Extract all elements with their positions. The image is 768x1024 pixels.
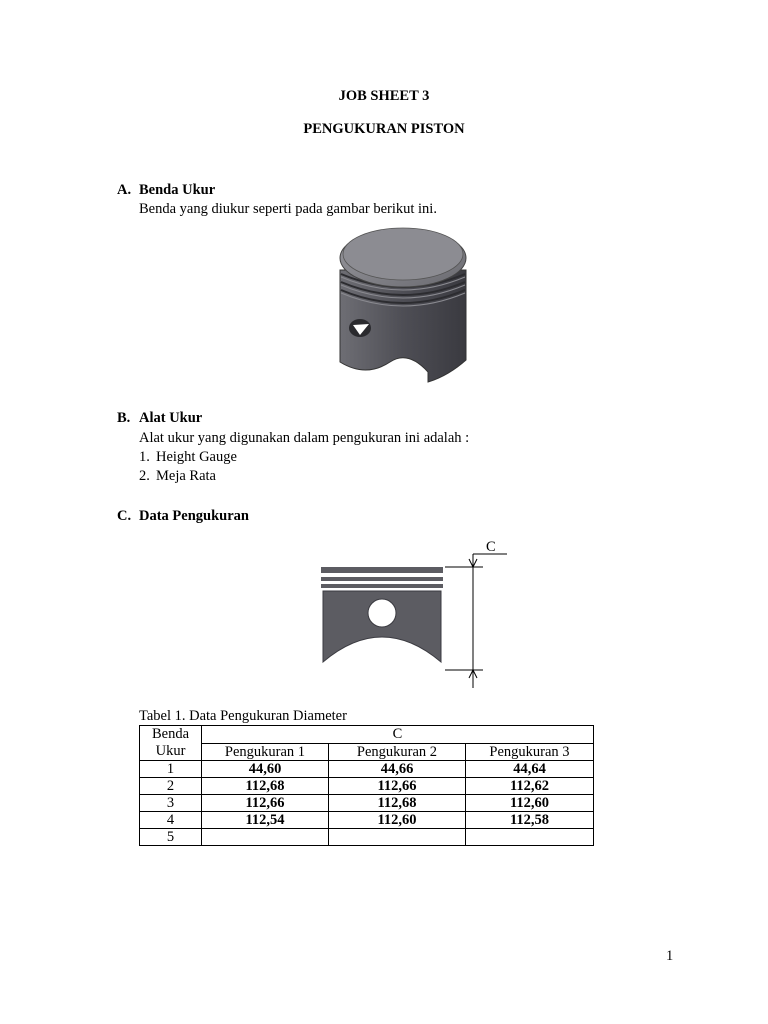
table-row	[140, 812, 594, 829]
table-cell: 112,68	[202, 778, 329, 795]
row-id: 5	[140, 829, 202, 846]
section-b-title: Alat Ukur	[139, 410, 203, 426]
table-row	[140, 829, 594, 846]
list-item	[139, 468, 216, 485]
page-title: JOB SHEET 3	[338, 88, 430, 104]
table-cell	[329, 829, 466, 846]
column-header: Pengukuran 3	[466, 743, 594, 761]
header-benda-line-2: Ukur	[155, 743, 186, 759]
table-cell: 112,54	[202, 812, 329, 829]
table-cell: 44,66	[329, 761, 466, 778]
table-subheader-row	[140, 743, 594, 761]
table-row	[140, 795, 594, 812]
table-cell: 44,64	[466, 761, 594, 778]
section-a-letter: A.	[117, 182, 132, 198]
list-item-label: Meja Rata	[156, 468, 216, 484]
header-group-c: C	[202, 726, 594, 744]
section-c-heading	[117, 508, 249, 525]
table-header-row	[140, 726, 594, 744]
dimension-label: C	[486, 539, 496, 555]
list-item-label: Height Gauge	[156, 449, 237, 465]
list-item-number: 2.	[139, 468, 150, 484]
section-c-title: Data Pengukuran	[139, 508, 249, 524]
table-cell: 112,60	[466, 795, 594, 812]
section-b-text: Alat ukur yang digunakan dalam pengukuran ini adalah :	[139, 430, 470, 446]
table-cell: 112,66	[329, 778, 466, 795]
section-b-letter: B.	[117, 410, 131, 426]
table-caption: Tabel 1. Data Pengukuran Diameter	[139, 708, 347, 724]
section-b-heading	[117, 410, 202, 427]
table-row	[140, 761, 594, 778]
column-header: Pengukuran 1	[202, 743, 329, 761]
table-cell: 112,66	[202, 795, 329, 812]
table-cell: 112,60	[329, 812, 466, 829]
table-cell: 44,60	[202, 761, 329, 778]
list-item-number: 1.	[139, 449, 150, 465]
list-item	[139, 449, 237, 466]
piston-side-view-figure	[315, 550, 515, 692]
header-benda-ukur	[140, 726, 202, 761]
table-cell	[466, 829, 594, 846]
column-header: Pengukuran 2	[329, 743, 466, 761]
row-id: 1	[140, 761, 202, 778]
table-row	[140, 778, 594, 795]
section-a-heading	[117, 182, 215, 199]
piston-3d-figure	[336, 222, 472, 384]
page-number: 1	[666, 948, 674, 964]
table-cell	[202, 829, 329, 846]
row-id: 4	[140, 812, 202, 829]
section-c-letter: C.	[117, 508, 132, 524]
section-a-text: Benda yang diukur seperti pada gambar berikut ini.	[139, 201, 437, 217]
table-cell: 112,58	[466, 812, 594, 829]
section-a-title: Benda Ukur	[139, 182, 216, 198]
measurement-table	[139, 725, 594, 846]
row-id: 3	[140, 795, 202, 812]
table-cell: 112,62	[466, 778, 594, 795]
row-id: 2	[140, 778, 202, 795]
table-cell: 112,68	[329, 795, 466, 812]
page-subtitle: PENGUKURAN PISTON	[303, 121, 465, 137]
header-benda-line-1: Benda	[151, 726, 190, 742]
